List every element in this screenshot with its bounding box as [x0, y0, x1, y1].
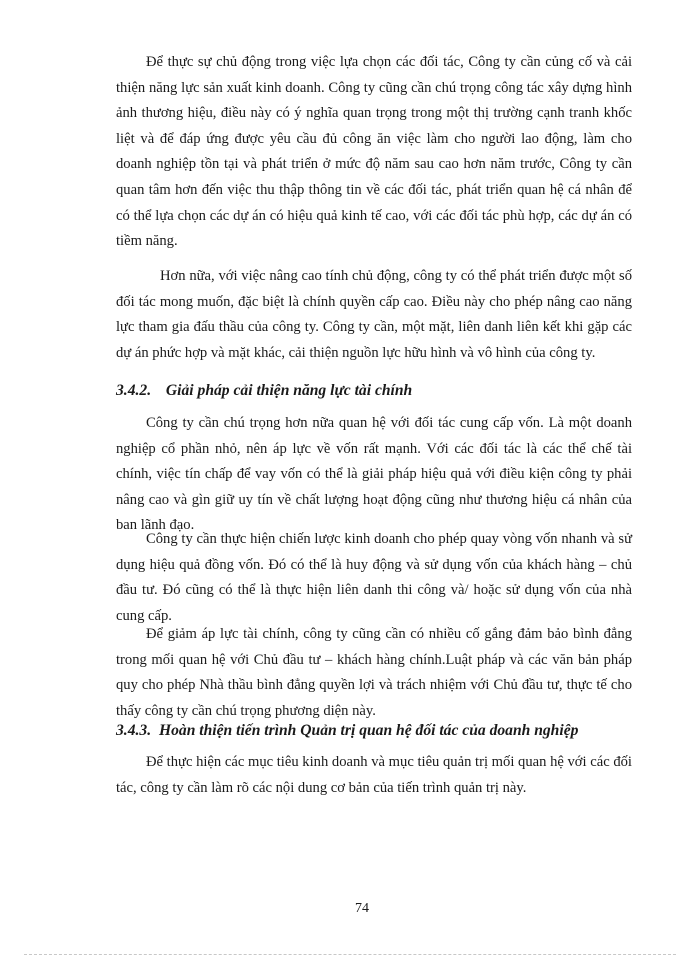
section-title: Hoàn thiện tiến trình Quản trị quan hệ đối tác của doanh nghiệp [159, 722, 579, 739]
section-heading-3-4-3 [116, 722, 636, 740]
paragraph-proactive-partner-selection: Để thực sự chủ động trong việc lựa chọn các đối tác, Công ty cần củng cố và cải thiện năng lực sản xuất kinh doanh. Công ty cũng cần chú trọng công tác xây dựng hình ảnh thương hiệu, điều này có ý nghĩa quan trọng trong một thị trường cạnh tranh khốc liệt và để đáp ứng được yêu cầu đủ công ăn việc làm cho người lao động, làm cho doanh nghiệp tồn tại và phát triển ở mức độ năm sau cao hơn năm trước, Công ty cần quan tâm hơn đến việc thu thập thông tin về các đối tác, phát triển quan hệ cá nhân để có thể lựa chọn các dự án có hiệu quả kinh tế cao, với các đối tác phù hợp, các dự án có tiềm năng. [116, 54, 632, 250]
section-number: 3.4.2. [116, 382, 152, 399]
page-bottom-divider [24, 954, 676, 955]
paragraph-financial-pressure: Để giảm áp lực tài chính, công ty cũng cần có nhiều cố gắng đảm bảo bình đẳng trong mối quan hệ với Chủ đầu tư – khách hàng chính.Luật pháp và các văn bản pháp quy cho phép Nhà thầu bình đẳng quyền lợi và trách nhiệm với Chủ đầu tư, thực tế cho thấy công ty cần chú trọng phương diện này. [116, 626, 632, 719]
paragraph-partner-development: Hơn nữa, với việc nâng cao tính chủ động, công ty có thể phát triển được một số đối tác mong muốn, đặc biệt là chính quyền cấp cao. Điều này cho phép nâng cao năng lực tham gia đấu thầu của công ty. Công ty cần, một mặt, liên danh liên kết khi gặp các dự án phức hợp và mặt khác, cải thiện nguồn lực hữu hình và vô hình của công ty. [116, 268, 632, 361]
paragraph-management-process: Để thực hiện các mục tiêu kinh doanh và mục tiêu quản trị mối quan hệ với các đối tác, công ty cần làm rõ các nội dung cơ bản của tiến trình quản trị này. [116, 754, 632, 796]
paragraph-capital-turnover: Công ty cần thực hiện chiến lược kinh doanh cho phép quay vòng vốn nhanh và sử dụng hiệu quả đồng vốn. Đó có thể là huy động và sử dụng vốn của khách hàng – chủ đầu tư. Đó cũng có thể là thực hiện liên danh thi công và/ hoặc sử dụng vốn của nhà cung cấp. [116, 531, 632, 624]
section-number: 3.4.3. [116, 722, 152, 739]
section-heading-3-4-2 [116, 382, 636, 400]
section-title: Giải pháp cải thiện năng lực tài chính [165, 382, 413, 399]
paragraph-capital-providers: Công ty cần chú trọng hơn nữa quan hệ với đối tác cung cấp vốn. Là một doanh nghiệp cổ phần nhỏ, nên áp lực về vốn rất mạnh. Với các đối tác là các thể chế tài chính, việc tín chấp để vay vốn có thể là giải pháp hiệu quả với điều kiện công ty phải nâng cao và gìn giữ uy tín về chất lượng hoạt động cũng như thương hiệu cá nhân của ban lãnh đạo. [116, 415, 632, 534]
page-number: 74 [355, 901, 369, 916]
